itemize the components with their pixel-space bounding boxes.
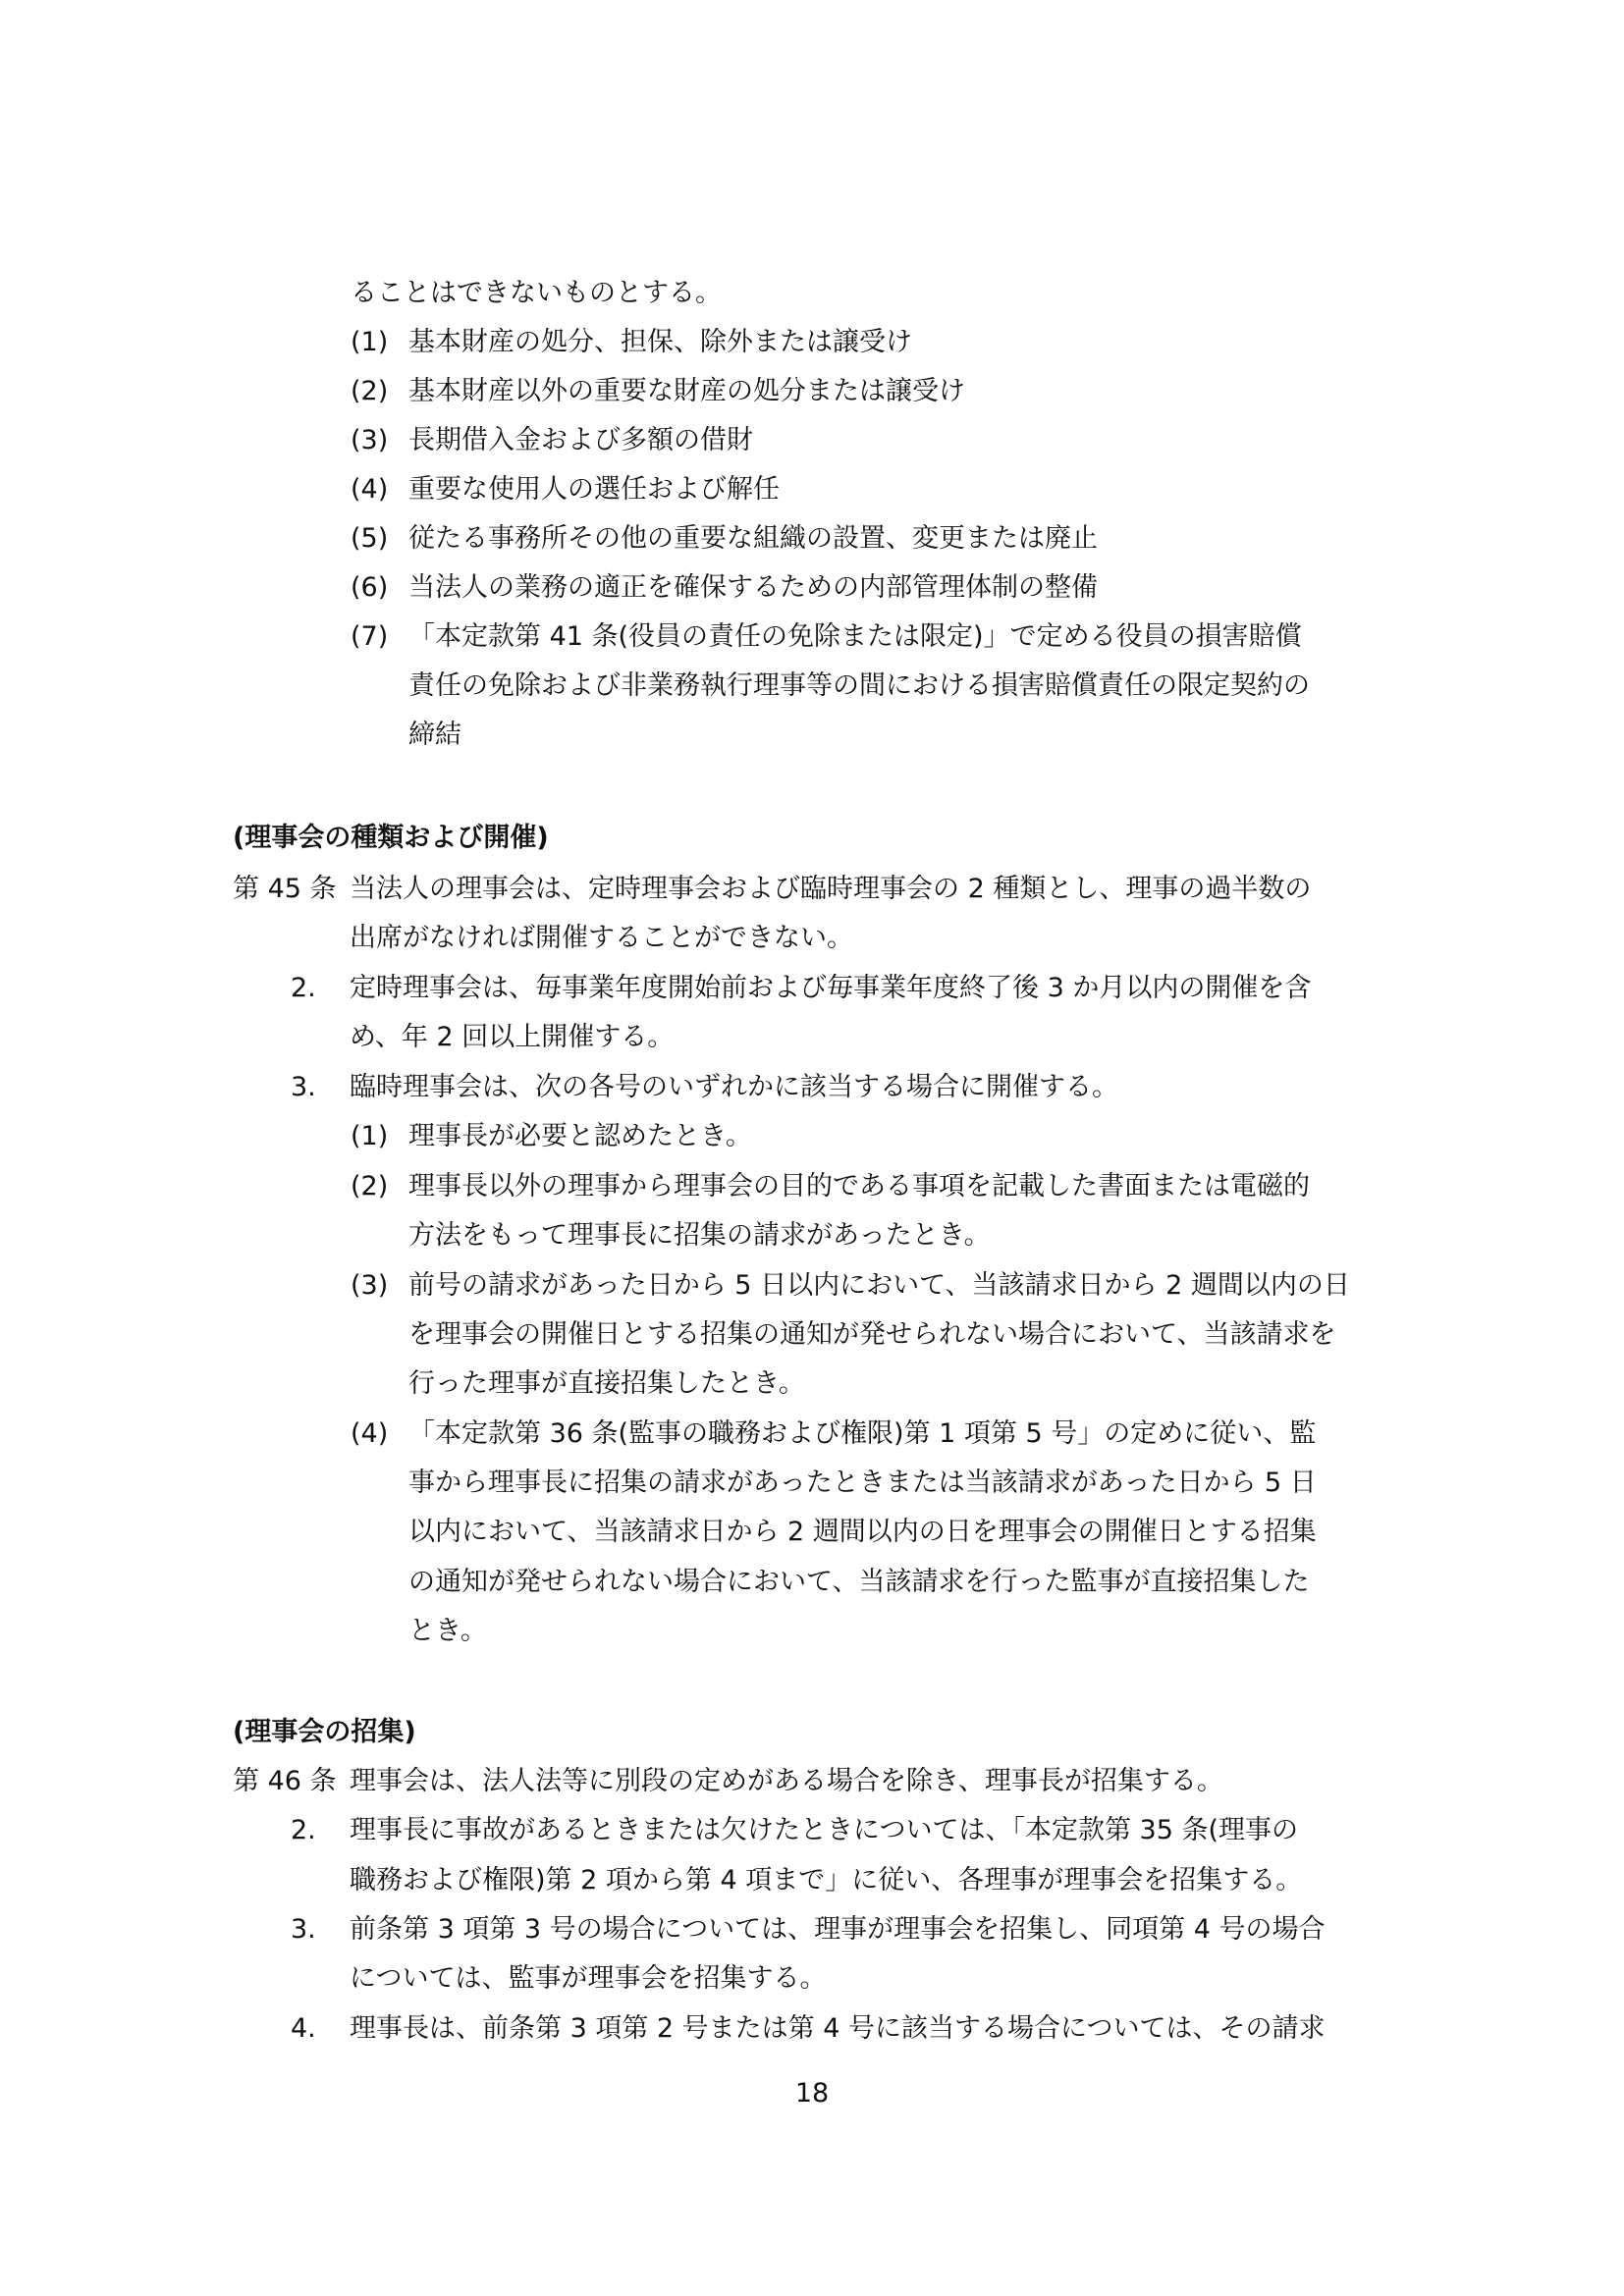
article-label: 第 45 条 [233,874,337,904]
item-marker: (4) [351,474,389,505]
item-marker: (2) [351,376,389,406]
item-text: 長期借入金および多額の借財 [408,425,753,455]
item-text: 基本財産の処分、担保、除外または譲受け [408,327,912,357]
paragraph-number: 4. [291,2013,316,2044]
item-text: 基本財産以外の重要な財産の処分または譲受け [408,376,965,406]
article-label: 第 46 条 [233,1766,337,1796]
item-marker: (1) [351,327,389,357]
paragraph-number: 2. [291,973,316,1003]
item-text: 「本定款第 41 条(役員の責任の免除または限定)」で定める役員の損害賠償 [408,621,1302,652]
item-marker: (2) [351,1171,389,1201]
item-text: 重要な使用人の選任および解任 [408,474,780,505]
paragraph-number: 3. [291,1072,316,1102]
item-marker: (3) [351,1270,389,1301]
paragraph-number: 2. [291,1815,316,1845]
item-text: 従たる事務所その他の重要な組織の設置、変更または廃止 [408,523,1098,554]
item-marker: (4) [351,1418,389,1449]
item-marker: (1) [351,1121,389,1151]
paragraph-number: 3. [291,1914,316,1945]
page-number: 18 [794,2078,830,2109]
item-text: 当法人の業務の適正を確保するための内部管理体制の整備 [408,572,1098,603]
item-marker: (7) [351,621,389,652]
item-marker: (3) [351,425,389,455]
item-marker: (5) [351,523,389,554]
item-marker: (6) [351,572,389,603]
